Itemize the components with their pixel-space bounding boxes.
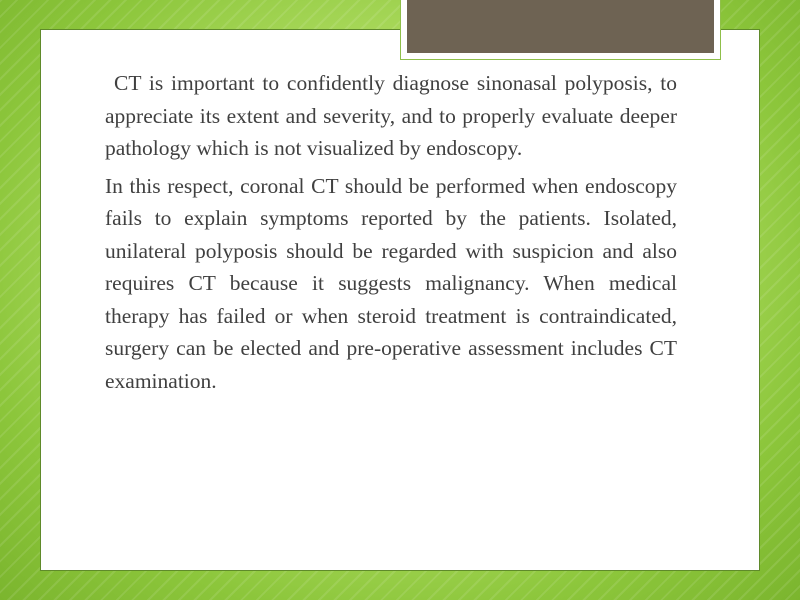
paragraph-1-text: CT is important to confidently diagnose sinonasal polyposis, to appreciate its extent and severity, and to properly evaluate deeper pathology which is not visualized by endoscopy.	[105, 71, 677, 160]
header-image-frame	[400, 0, 721, 60]
slide-body	[105, 67, 677, 402]
paragraph-coronal-ct: In this respect, coronal CT should be performed when endoscopy fails to explain symptoms reported by the patients. Isolated, unilateral polyposis should be regarded with suspicion and also requires CT because it suggests malignancy. When medical therapy has failed or when steroid treatment is contraindicated, surgery can be elected and pre-operative assessment includes CT examination.	[105, 173, 677, 393]
paragraph-ct-importance	[105, 67, 677, 165]
header-image	[407, 0, 714, 53]
